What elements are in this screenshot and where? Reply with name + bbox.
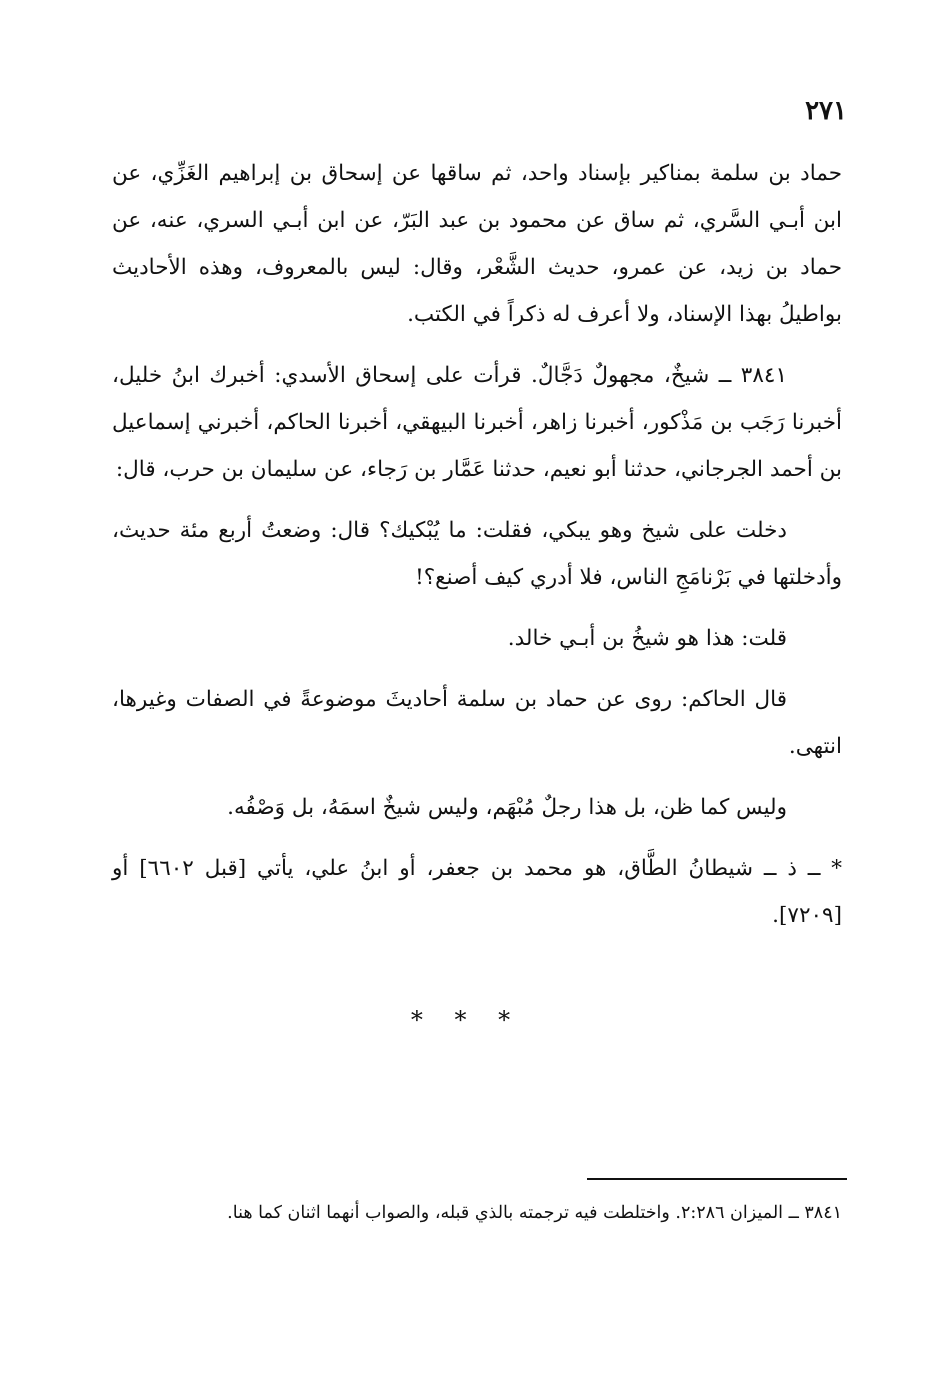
footnote-divider [587,1178,847,1180]
footnote: ٣٨٤١ ــ الميزان ٢:٢٨٦. واختلطت فيه ترجمته بالذي قبله، والصواب أنهما اثنان كما هنا. [227,1203,842,1223]
page-number: ٢٧١ [805,96,847,126]
main-text [112,150,842,953]
narration-paragraph: دخلت على شيخ وهو يبكي، فقلت: ما يُبْكيك؟ قال: وضعتُ أربع مئة حديث، وأدخلتها في بَرْنامَجِ الناس، فلا أدري كيف أصنع؟! [112,518,842,590]
comment-paragraph: قلت: هذا هو شيخُ بن أبـي خالد. [507,626,787,651]
author-remark-paragraph: وليس كما ظن، بل هذا رجلٌ مُبْهَم، وليس شيخٌ اسمَهُ، بل وَصْفُه. [227,795,787,820]
entry-3841: ٣٨٤١ ــ شيخٌ، مجهولٌ دَجَّالٌ. قرأت على إسحاق الأسدي: أخبرك ابنُ خليل، أخبرنا رَجَب بن مَذْكور، أخبرنا زاهر، أخبرنا البيهقي، أخبرنا الحاكم، أخبرني إسماعيل بن أحمد الجرجاني، حدثنا أبو نعيم، حدثنا عَمَّار بن رَجاء، عن سليمان بن حرب، قال: [112,363,842,482]
paragraph-continuation: حماد بن سلمة بمناكير بإسناد واحد، ثم ساقها عن إسحاق بن إبراهيم الغَزِّي، عن ابن أبـي السَّري، ثم ساق عن محمود بن عبد البَرّ، عن ابن أبـي السري، عنه، عن حماد بن زيد، عن عمرو، حديث الشَّعْر، وقال: ليس بالمعروف، وهذه الأحاديث بواطيلُ بهذا الإسناد، ولا أعرف له ذكراً في الكتب. [112,161,842,327]
hakim-quote-paragraph: قال الحاكم: روى عن حماد بن سلمة أحاديثَ موضوعةً في الصفات وغيرها، انتهى. [112,687,842,759]
section-separator: * * * [410,1006,523,1034]
cross-reference-paragraph: * ــ ذ ــ شيطانُ الطَّاق، هو محمد بن جعفر، أو ابنُ علي، يأتي [قبل ٦٦٠٢] أو [٧٢٠٩]. [112,856,843,928]
